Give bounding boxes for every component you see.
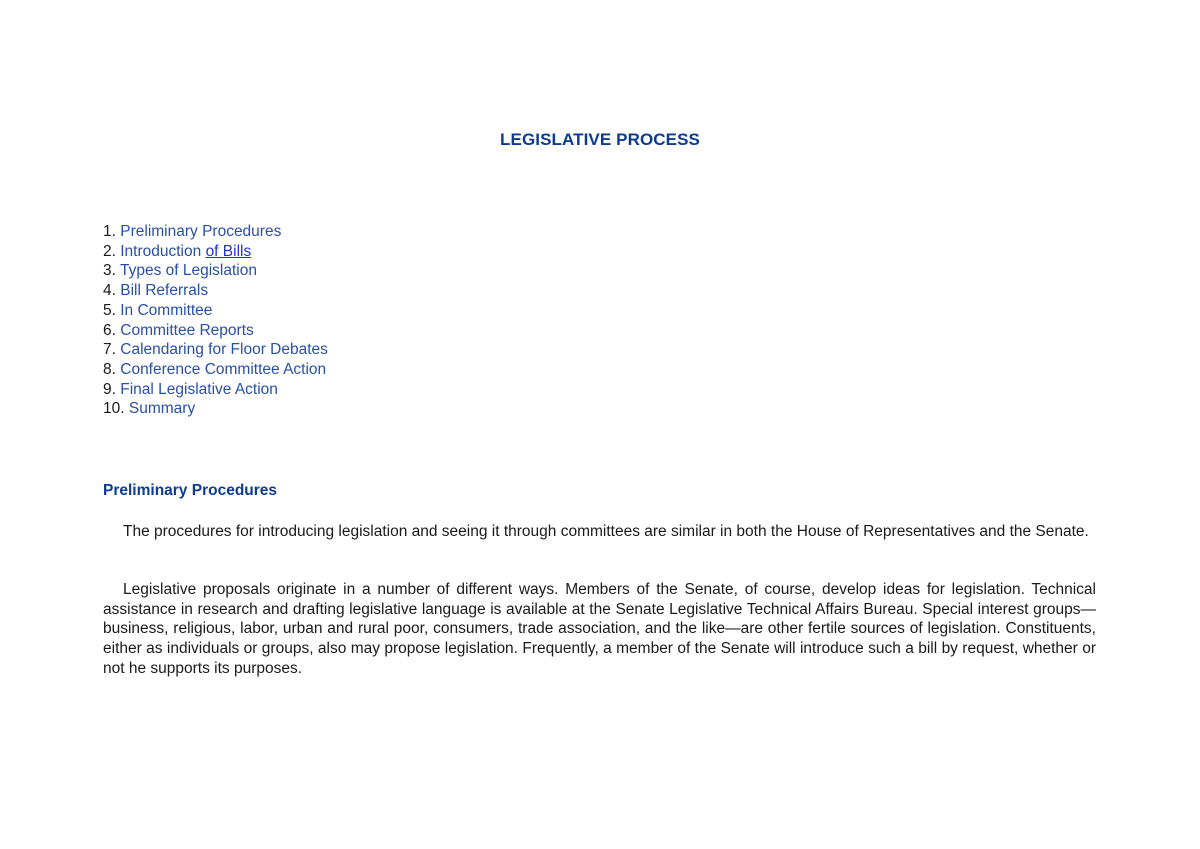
toc-number: 5.: [103, 301, 116, 319]
section-paragraph: The procedures for introducing legislation and seeing it through committees are similar in both the House of Representatives and the Senate.: [123, 523, 1089, 540]
toc-number: 10.: [103, 400, 125, 418]
toc-link-final-legislative-action[interactable]: Final Legislative Action: [120, 380, 278, 398]
toc-link-conference-committee-action[interactable]: Conference Committee Action: [120, 360, 327, 378]
toc-number: 2.: [103, 242, 116, 260]
toc-item-committee-reports: [103, 321, 328, 341]
table-of-contents: [103, 222, 328, 419]
toc-link-calendaring[interactable]: Calendaring for Floor Debates: [120, 341, 328, 359]
toc-item-preliminary-procedures: [103, 222, 328, 242]
section-heading: Preliminary Procedures: [103, 482, 278, 499]
toc-link-bill-referrals[interactable]: Bill Referrals: [120, 282, 209, 300]
toc-link-in-committee[interactable]: In Committee: [120, 301, 213, 319]
toc-item-summary: [103, 399, 328, 419]
toc-item-calendaring: [103, 340, 328, 360]
toc-number: 7.: [103, 341, 116, 359]
toc-item-final-legislative-action: [103, 380, 328, 400]
toc-link-introduction[interactable]: Introduction: [120, 242, 206, 260]
toc-link-summary[interactable]: Summary: [128, 400, 196, 418]
document-title: LEGISLATIVE PROCESS: [500, 130, 700, 149]
toc-number: 6.: [103, 321, 116, 339]
toc-item-types-of-legislation: [103, 261, 328, 281]
toc-link-of-bills[interactable]: of Bills: [205, 242, 252, 260]
toc-number: 3.: [103, 262, 116, 280]
toc-number: 4.: [103, 282, 116, 300]
toc-number: 8.: [103, 360, 116, 378]
toc-link-committee-reports[interactable]: Committee Reports: [120, 321, 254, 339]
toc-item-conference-committee-action: [103, 360, 328, 380]
toc-item-introduction-of-bills: [103, 242, 328, 262]
toc-item-in-committee: [103, 301, 328, 321]
toc-number: 1.: [103, 223, 116, 240]
toc-link-types-of-legislation[interactable]: Types of Legislation: [119, 262, 257, 280]
toc-item-bill-referrals: [103, 281, 328, 301]
toc-link-preliminary-procedures[interactable]: Preliminary Procedures: [120, 223, 282, 240]
section-paragraph: Legislative proposals originate in a number of different ways. Members of the Senate, of course, develop ideas for legislation. Technical assistance in research and drafting legislative language is available at the Senate Legislative Technical Affairs Bureau. Special interest groups—business, religious, labor, urban and rural poor, consumers, trade association, and the like—are other fertile sources of legislation. Constituents, either as individuals or groups, also may propose legislation. Frequently, a member of the Senate will introduce such a bill by request, whether or not he supports its purposes.: [103, 581, 1096, 677]
toc-number: 9.: [103, 380, 116, 398]
